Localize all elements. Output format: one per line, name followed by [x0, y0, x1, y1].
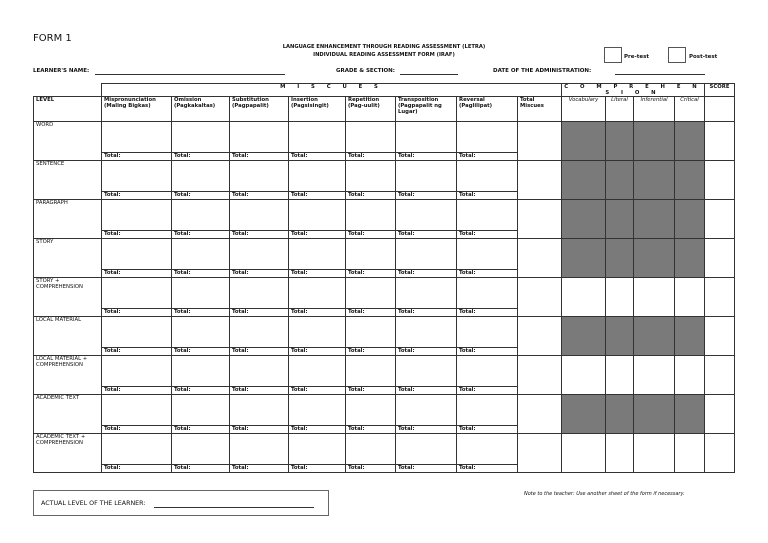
- col-repetition: Repetition (Pag-uulit): [346, 97, 396, 122]
- learner-name-label: LEARNER'S NAME:: [33, 68, 90, 74]
- vocabulary-cell[interactable]: [562, 278, 606, 317]
- col-score: [705, 97, 735, 122]
- insertion-entry-cell[interactable]: [289, 161, 346, 192]
- col-reversal: Reversal (Paglilipat): [457, 97, 518, 122]
- critical-cell: [675, 239, 705, 278]
- reversal-total-cell[interactable]: Total:: [457, 348, 518, 356]
- mispronunciation-entry-cell[interactable]: [102, 200, 172, 231]
- col-critical: Critical: [675, 97, 705, 122]
- repetition-entry-cell[interactable]: [346, 239, 396, 270]
- mispronunciation-total-cell[interactable]: Total:: [102, 309, 172, 317]
- inferential-cell: [634, 317, 675, 356]
- omission-total-cell[interactable]: Total:: [172, 231, 230, 239]
- transposition-total-cell[interactable]: Total:: [396, 309, 457, 317]
- mispronunciation-entry-cell[interactable]: [102, 434, 172, 465]
- mispronunciation-entry-cell[interactable]: [102, 356, 172, 387]
- level-row: [34, 200, 735, 231]
- reversal-entry-cell[interactable]: [457, 161, 518, 192]
- score-cell[interactable]: [705, 278, 735, 317]
- reversal-total-cell[interactable]: Total:: [457, 231, 518, 239]
- omission-entry-cell[interactable]: [172, 317, 230, 348]
- transposition-total-cell[interactable]: Total:: [396, 192, 457, 200]
- miscues-header: M I S C U E S: [102, 84, 562, 97]
- insertion-total-cell[interactable]: Total:: [289, 348, 346, 356]
- level-name: LOCAL MATERIAL + COMPREHENSION: [34, 356, 102, 395]
- vocabulary-cell: [562, 122, 606, 161]
- level-name: LOCAL MATERIAL: [34, 317, 102, 356]
- mispronunciation-total-cell[interactable]: Total:: [102, 270, 172, 278]
- transposition-total-cell[interactable]: Total:: [396, 348, 457, 356]
- insertion-entry-cell[interactable]: [289, 122, 346, 153]
- insertion-entry-cell[interactable]: [289, 434, 346, 465]
- literal-cell: [606, 200, 634, 239]
- transposition-entry-cell[interactable]: [396, 122, 457, 153]
- reversal-total-cell[interactable]: Total:: [457, 270, 518, 278]
- score-cell[interactable]: [705, 395, 735, 434]
- level-row: [34, 395, 735, 426]
- form-subtitle: INDIVIDUAL READING ASSESSMENT FORM (IRAF): [313, 52, 455, 58]
- transposition-entry-cell[interactable]: [396, 278, 457, 309]
- total-miscues-cell[interactable]: [518, 356, 562, 395]
- repetition-entry-cell[interactable]: [346, 278, 396, 309]
- assessment-table: [33, 83, 735, 473]
- reversal-entry-cell[interactable]: [457, 317, 518, 348]
- col-omission: Omission (Pagkakaltas): [172, 97, 230, 122]
- omission-entry-cell[interactable]: [172, 278, 230, 309]
- substitution-total-cell[interactable]: Total:: [230, 465, 289, 473]
- mispronunciation-total-cell[interactable]: Total:: [102, 348, 172, 356]
- vocabulary-cell: [562, 161, 606, 200]
- mispronunciation-total-cell[interactable]: Total:: [102, 192, 172, 200]
- posttest-checkbox[interactable]: [668, 47, 686, 63]
- score-cell[interactable]: [705, 434, 735, 473]
- transposition-total-cell[interactable]: Total:: [396, 465, 457, 473]
- total-miscues-cell[interactable]: [518, 161, 562, 200]
- col-vocabulary: Vocabulary: [562, 97, 606, 122]
- level-name: STORY: [34, 239, 102, 278]
- critical-cell: [675, 395, 705, 434]
- reversal-entry-cell[interactable]: [457, 278, 518, 309]
- omission-total-cell[interactable]: Total:: [172, 348, 230, 356]
- level-row: [34, 278, 735, 309]
- omission-entry-cell[interactable]: [172, 161, 230, 192]
- mispronunciation-total-cell[interactable]: Total:: [102, 387, 172, 395]
- substitution-entry-cell[interactable]: [230, 356, 289, 387]
- omission-entry-cell[interactable]: [172, 434, 230, 465]
- score-cell[interactable]: [705, 317, 735, 356]
- col-total-miscues: Total Miscues: [518, 97, 562, 122]
- reversal-entry-cell[interactable]: [457, 434, 518, 465]
- insertion-entry-cell[interactable]: [289, 395, 346, 426]
- repetition-total-cell[interactable]: Total:: [346, 192, 396, 200]
- insertion-total-cell[interactable]: Total:: [289, 465, 346, 473]
- inferential-cell: [634, 395, 675, 434]
- vocabulary-cell: [562, 317, 606, 356]
- col-substitution: Substitution (Pagpapalit): [230, 97, 289, 122]
- substitution-total-cell[interactable]: Total:: [230, 387, 289, 395]
- total-miscues-cell[interactable]: [518, 395, 562, 434]
- repetition-entry-cell[interactable]: [346, 356, 396, 387]
- repetition-total-cell[interactable]: Total:: [346, 309, 396, 317]
- omission-total-cell[interactable]: Total:: [172, 192, 230, 200]
- insertion-entry-cell[interactable]: [289, 356, 346, 387]
- transposition-total-cell[interactable]: Total:: [396, 426, 457, 434]
- mispronunciation-entry-cell[interactable]: [102, 161, 172, 192]
- literal-cell[interactable]: [606, 434, 634, 473]
- substitution-entry-cell[interactable]: [230, 434, 289, 465]
- insertion-total-cell[interactable]: Total:: [289, 231, 346, 239]
- substitution-total-cell[interactable]: Total:: [230, 192, 289, 200]
- form-title: LANGUAGE ENHANCEMENT THROUGH READING ASSESSMENT (LETRA): [282, 44, 486, 50]
- inferential-cell: [634, 239, 675, 278]
- grade-section-field[interactable]: [400, 74, 458, 75]
- substitution-total-cell[interactable]: Total:: [230, 309, 289, 317]
- level-row: [34, 317, 735, 348]
- repetition-entry-cell[interactable]: [346, 122, 396, 153]
- mispronunciation-total-cell[interactable]: Total:: [102, 465, 172, 473]
- transposition-entry-cell[interactable]: [396, 317, 457, 348]
- repetition-entry-cell[interactable]: [346, 200, 396, 231]
- substitution-total-cell[interactable]: Total:: [230, 153, 289, 161]
- omission-entry-cell[interactable]: [172, 239, 230, 270]
- critical-cell: [675, 161, 705, 200]
- insertion-total-cell[interactable]: Total:: [289, 426, 346, 434]
- omission-total-cell[interactable]: Total:: [172, 387, 230, 395]
- col-level: LEVEL: [34, 97, 102, 122]
- literal-cell[interactable]: [606, 356, 634, 395]
- vocabulary-cell: [562, 395, 606, 434]
- literal-cell: [606, 161, 634, 200]
- grade-section-label: GRADE & SECTION:: [336, 68, 395, 74]
- mispronunciation-total-cell[interactable]: Total:: [102, 426, 172, 434]
- form-number: FORM 1: [33, 33, 72, 44]
- insertion-total-cell[interactable]: Total:: [289, 153, 346, 161]
- vocabulary-cell[interactable]: [562, 356, 606, 395]
- total-miscues-cell[interactable]: [518, 239, 562, 278]
- posttest-label: Post-test: [689, 54, 718, 60]
- insertion-total-cell[interactable]: Total:: [289, 192, 346, 200]
- insertion-entry-cell[interactable]: [289, 200, 346, 231]
- substitution-entry-cell[interactable]: [230, 122, 289, 153]
- critical-cell: [675, 200, 705, 239]
- omission-entry-cell[interactable]: [172, 395, 230, 426]
- reversal-entry-cell[interactable]: [457, 122, 518, 153]
- level-name: SENTENCE: [34, 161, 102, 200]
- transposition-total-cell[interactable]: Total:: [396, 270, 457, 278]
- literal-cell: [606, 317, 634, 356]
- mispronunciation-total-cell[interactable]: Total:: [102, 231, 172, 239]
- mispronunciation-total-cell[interactable]: Total:: [102, 153, 172, 161]
- col-mispronunciation: Mispronunciation (Maling Bigkas): [102, 97, 172, 122]
- level-row: [34, 239, 735, 270]
- transposition-entry-cell[interactable]: [396, 161, 457, 192]
- transposition-entry-cell[interactable]: [396, 434, 457, 465]
- repetition-entry-cell[interactable]: [346, 161, 396, 192]
- critical-cell: [675, 317, 705, 356]
- omission-total-cell[interactable]: Total:: [172, 309, 230, 317]
- col-transposition: Transposition (Pagpapalit ng Lugar): [396, 97, 457, 122]
- substitution-entry-cell[interactable]: [230, 278, 289, 309]
- total-miscues-cell[interactable]: [518, 434, 562, 473]
- total-miscues-cell[interactable]: [518, 278, 562, 317]
- insertion-total-cell[interactable]: Total:: [289, 387, 346, 395]
- omission-total-cell[interactable]: Total:: [172, 270, 230, 278]
- inferential-cell[interactable]: [634, 278, 675, 317]
- transposition-entry-cell[interactable]: [396, 200, 457, 231]
- transposition-total-cell[interactable]: Total:: [396, 153, 457, 161]
- inferential-cell[interactable]: [634, 356, 675, 395]
- column-header-row: [34, 97, 735, 122]
- omission-entry-cell[interactable]: [172, 200, 230, 231]
- critical-cell: [675, 122, 705, 161]
- critical-cell[interactable]: [675, 278, 705, 317]
- learner-name-field[interactable]: [95, 74, 285, 75]
- reversal-total-cell[interactable]: Total:: [457, 426, 518, 434]
- level-row: [34, 122, 735, 153]
- omission-total-cell[interactable]: Total:: [172, 426, 230, 434]
- substitution-entry-cell[interactable]: [230, 161, 289, 192]
- repetition-entry-cell[interactable]: [346, 317, 396, 348]
- col-insertion: Insertion (Pagsisingit): [289, 97, 346, 122]
- omission-entry-cell[interactable]: [172, 356, 230, 387]
- repetition-total-cell[interactable]: Total:: [346, 387, 396, 395]
- mispronunciation-entry-cell[interactable]: [102, 239, 172, 270]
- pretest-checkbox[interactable]: [604, 47, 622, 63]
- critical-cell[interactable]: [675, 356, 705, 395]
- date-field[interactable]: [615, 74, 705, 75]
- omission-entry-cell[interactable]: [172, 122, 230, 153]
- vocabulary-cell: [562, 239, 606, 278]
- transposition-entry-cell[interactable]: [396, 356, 457, 387]
- score-cell[interactable]: [705, 356, 735, 395]
- transposition-entry-cell[interactable]: [396, 395, 457, 426]
- insertion-entry-cell[interactable]: [289, 278, 346, 309]
- insertion-total-cell[interactable]: Total:: [289, 270, 346, 278]
- repetition-total-cell[interactable]: Total:: [346, 231, 396, 239]
- insertion-total-cell[interactable]: Total:: [289, 309, 346, 317]
- transposition-total-cell[interactable]: Total:: [396, 387, 457, 395]
- reversal-total-cell[interactable]: Total:: [457, 387, 518, 395]
- critical-cell[interactable]: [675, 434, 705, 473]
- level-row: [34, 434, 735, 465]
- total-miscues-cell[interactable]: [518, 317, 562, 356]
- total-miscues-cell[interactable]: [518, 122, 562, 161]
- repetition-entry-cell[interactable]: [346, 434, 396, 465]
- substitution-entry-cell[interactable]: [230, 317, 289, 348]
- inferential-cell[interactable]: [634, 434, 675, 473]
- reversal-total-cell[interactable]: Total:: [457, 192, 518, 200]
- pretest-label: Pre-test: [624, 54, 650, 60]
- mispronunciation-entry-cell[interactable]: [102, 122, 172, 153]
- literal-cell: [606, 239, 634, 278]
- vocabulary-cell: [562, 200, 606, 239]
- reversal-total-cell[interactable]: Total:: [457, 153, 518, 161]
- vocabulary-cell[interactable]: [562, 434, 606, 473]
- level-name: PARAGRAPH: [34, 200, 102, 239]
- substitution-total-cell[interactable]: Total:: [230, 231, 289, 239]
- literal-cell: [606, 395, 634, 434]
- reversal-entry-cell[interactable]: [457, 239, 518, 270]
- substitution-entry-cell[interactable]: [230, 200, 289, 231]
- reversal-entry-cell[interactable]: [457, 356, 518, 387]
- transposition-total-cell[interactable]: Total:: [396, 231, 457, 239]
- repetition-total-cell[interactable]: Total:: [346, 348, 396, 356]
- group-header-row: [34, 84, 735, 97]
- literal-cell[interactable]: [606, 278, 634, 317]
- blank-cell: [34, 84, 102, 97]
- mispronunciation-entry-cell[interactable]: [102, 278, 172, 309]
- mispronunciation-entry-cell[interactable]: [102, 395, 172, 426]
- omission-total-cell[interactable]: Total:: [172, 465, 230, 473]
- insertion-entry-cell[interactable]: [289, 317, 346, 348]
- omission-total-cell[interactable]: Total:: [172, 153, 230, 161]
- reversal-entry-cell[interactable]: [457, 395, 518, 426]
- repetition-total-cell[interactable]: Total:: [346, 153, 396, 161]
- level-row: [34, 356, 735, 387]
- level-name: ACADEMIC TEXT + COMPREHENSION: [34, 434, 102, 473]
- reversal-total-cell[interactable]: Total:: [457, 465, 518, 473]
- score-cell[interactable]: [705, 239, 735, 278]
- actual-level-label: ACTUAL LEVEL OF THE LEARNER:: [41, 500, 146, 507]
- substitution-total-cell[interactable]: Total:: [230, 426, 289, 434]
- level-name: WORD: [34, 122, 102, 161]
- reversal-entry-cell[interactable]: [457, 200, 518, 231]
- comprehension-header: C O M P R E H E N S I O N: [562, 84, 705, 97]
- reversal-total-cell[interactable]: Total:: [457, 309, 518, 317]
- col-inferential: Inferential: [634, 97, 675, 122]
- substitution-total-cell[interactable]: Total:: [230, 270, 289, 278]
- level-name: ACADEMIC TEXT: [34, 395, 102, 434]
- mispronunciation-entry-cell[interactable]: [102, 317, 172, 348]
- substitution-total-cell[interactable]: Total:: [230, 348, 289, 356]
- inferential-cell: [634, 161, 675, 200]
- transposition-entry-cell[interactable]: [396, 239, 457, 270]
- level-name: STORY + COMPREHENSION: [34, 278, 102, 317]
- teacher-note: Note to the teacher: Use another sheet of the form if necessary.: [524, 491, 685, 497]
- repetition-total-cell[interactable]: Total:: [346, 270, 396, 278]
- actual-level-box: [33, 490, 329, 516]
- level-row: [34, 161, 735, 192]
- repetition-total-cell[interactable]: Total:: [346, 426, 396, 434]
- total-miscues-cell[interactable]: [518, 200, 562, 239]
- col-literal: Literal: [606, 97, 634, 122]
- date-label: DATE OF THE ADMINISTRATION:: [493, 68, 592, 74]
- substitution-entry-cell[interactable]: [230, 239, 289, 270]
- actual-level-field[interactable]: [154, 507, 314, 508]
- substitution-entry-cell[interactable]: [230, 395, 289, 426]
- literal-cell: [606, 122, 634, 161]
- inferential-cell: [634, 122, 675, 161]
- insertion-entry-cell[interactable]: [289, 239, 346, 270]
- repetition-total-cell[interactable]: Total:: [346, 465, 396, 473]
- repetition-entry-cell[interactable]: [346, 395, 396, 426]
- score-cell[interactable]: [705, 200, 735, 239]
- score-cell[interactable]: [705, 161, 735, 200]
- inferential-cell: [634, 200, 675, 239]
- score-header: SCORE: [705, 84, 735, 97]
- score-cell[interactable]: [705, 122, 735, 161]
